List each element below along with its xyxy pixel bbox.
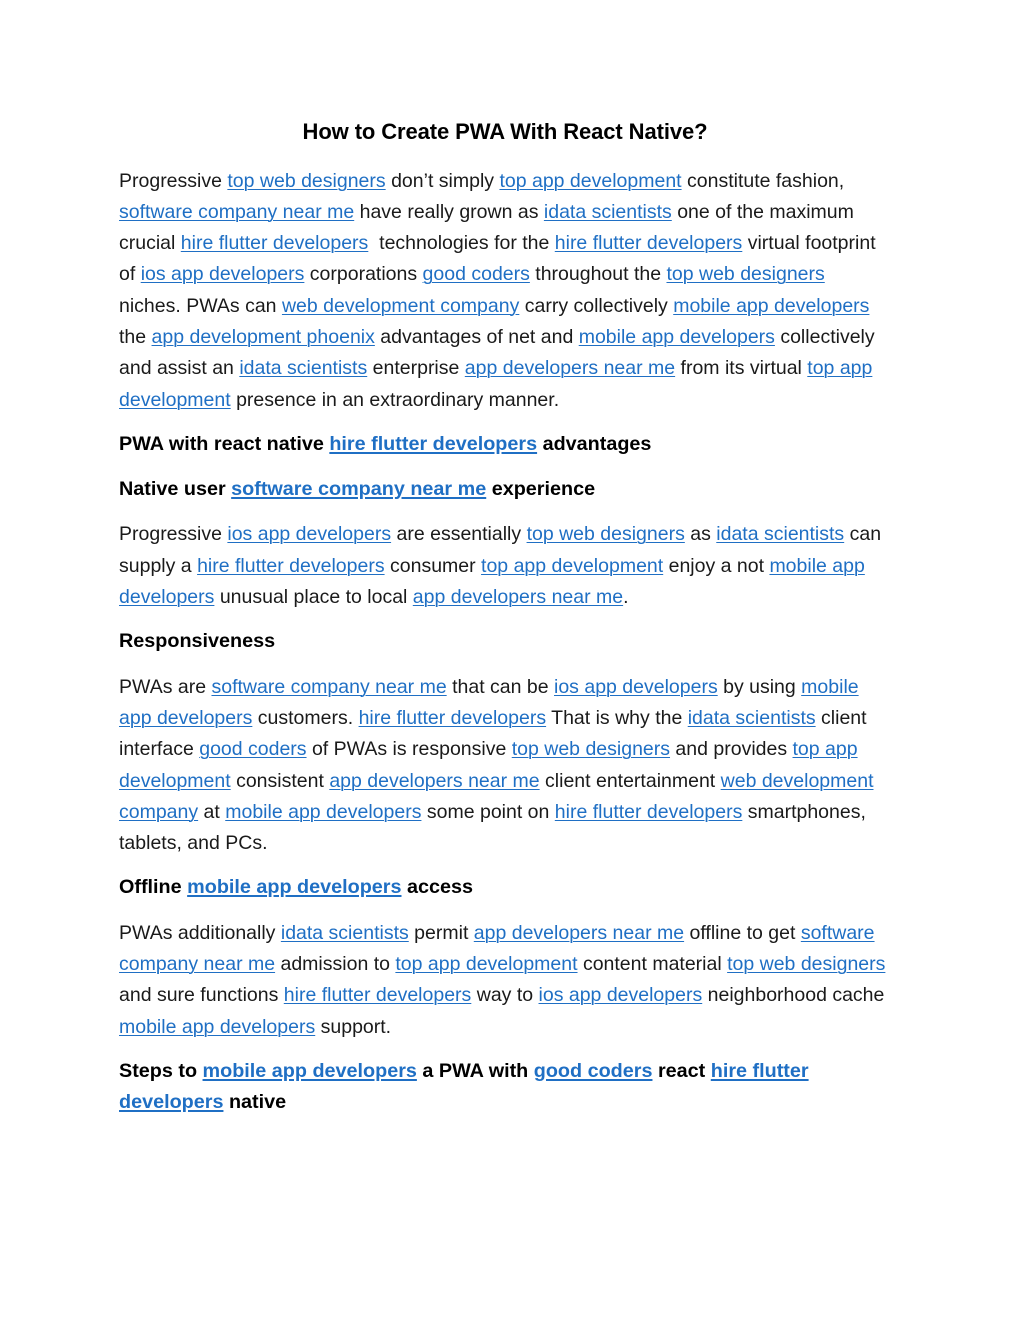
link-top-web-designers[interactable]: top web designers [526,523,685,546]
link-app-developers-near-me[interactable]: app developers near me [464,357,676,380]
link-good-coders[interactable]: good coders [422,263,530,286]
link-idata-scientists[interactable]: idata scientists [687,706,816,729]
text-fragment: throughout the [529,263,667,286]
document-content [119,118,891,1133]
text-fragment: unusual place to local [214,586,413,609]
link-top-web-designers[interactable]: top web designers [511,738,671,761]
text-fragment: the [119,325,152,348]
link-top-app-development[interactable]: top app development [395,953,578,976]
link-software-company-near-me[interactable]: software company near me [211,675,447,698]
page-title: How to Create PWA With React Native? [302,119,708,144]
link-top-app-development[interactable]: top app development [119,357,873,411]
text-fragment: Steps to [119,1059,203,1082]
link-hire-flutter-developers[interactable]: hire flutter developers [554,800,743,823]
heading-offline-access [119,872,891,903]
heading-pwa-advantages [119,429,891,460]
text-fragment: one of the maximum crucial [119,200,854,255]
text-fragment: at [198,800,226,823]
text-fragment: PWA with react native [119,432,330,455]
text-fragment: client entertainment [539,769,721,792]
heading-responsiveness: Responsiveness [119,630,276,653]
text-fragment: have really grown as [354,200,544,223]
text-fragment: technologies for the [368,232,555,255]
text-fragment: That is why the [546,706,688,729]
link-ios-app-developers[interactable]: ios app developers [554,675,718,698]
text-fragment: enterprise [367,357,465,380]
text-fragment: from its virtual [675,357,808,380]
link-idata-scientists[interactable]: idata scientists [543,200,672,223]
text-fragment: permit [408,921,474,944]
text-fragment: admission to [275,953,396,976]
text-fragment: and provides [670,738,793,761]
text-fragment: way to [471,984,539,1007]
text-fragment: presence in an extraordinary manner. [230,388,560,411]
text-fragment: offline to get [684,921,801,944]
heading-steps-to-create-pwa [119,1056,891,1119]
link-good-coders[interactable]: good coders [199,738,307,761]
text-fragment: carry collectively [519,294,674,317]
text-fragment: neighborhood cache [702,984,885,1007]
link-top-web-designers[interactable]: top web designers [727,953,886,976]
link-software-company-near-me[interactable]: software company near me [231,478,487,501]
text-fragment: and sure functions [119,984,284,1007]
text-fragment: PWAs additionally [119,921,281,944]
text-fragment: Progressive [119,523,228,546]
link-app-developers-near-me[interactable]: app developers near me [329,769,540,792]
link-mobile-app-developers[interactable]: mobile app developers [119,675,859,729]
link-software-company-near-me[interactable]: software company near me [119,921,875,976]
text-fragment: don’t simply [385,169,500,192]
text-fragment: of PWAs is responsive [306,738,512,761]
link-hire-flutter-developers[interactable]: hire flutter developers [554,232,743,255]
link-hire-flutter-developers[interactable]: hire flutter developers [358,706,547,729]
link-software-company-near-me[interactable]: software company near me [119,200,355,223]
text-fragment: that can be [446,675,554,698]
text-fragment: as [684,523,717,546]
link-app-developers-near-me[interactable]: app developers near me [412,586,624,609]
text-fragment: constitute fashion, [681,169,845,192]
text-fragment: are essentially [391,523,527,546]
paragraph-offline [119,918,891,1043]
link-app-development-phoenix[interactable]: app development phoenix [151,325,375,348]
text-fragment: by using [717,675,802,698]
link-app-developers-near-me[interactable]: app developers near me [473,921,685,944]
text-fragment: consumer [384,554,482,577]
link-hire-flutter-developers[interactable]: hire flutter developers [119,1059,809,1114]
intro-paragraph [119,166,891,416]
paragraph-native-user [119,519,891,613]
link-mobile-app-developers[interactable]: mobile app developers [187,876,402,899]
link-idata-scientists[interactable]: idata scientists [239,357,368,380]
link-idata-scientists[interactable]: idata scientists [716,523,845,546]
link-mobile-app-developers[interactable]: mobile app developers [119,554,865,609]
link-top-web-designers[interactable]: top web designers [227,169,386,192]
text-fragment: experience [486,478,596,501]
link-hire-flutter-developers[interactable]: hire flutter developers [329,432,538,455]
text-fragment: Progressive [119,169,228,192]
text-fragment: smartphones, tablets, and PCs. [119,800,866,855]
text-fragment: . [623,586,629,609]
text-fragment: virtual footprint of [119,232,876,286]
text-fragment: native [223,1091,287,1114]
text-fragment: advantages [537,432,652,455]
link-top-app-development[interactable]: top app development [119,738,858,792]
text-fragment: collectively and assist an [119,325,875,380]
link-ios-app-developers[interactable]: ios app developers [140,263,305,286]
text-fragment: can supply a [119,523,882,577]
text-fragment: enjoy a not [663,554,770,577]
link-mobile-app-developers[interactable]: mobile app developers [119,1015,316,1038]
link-idata-scientists[interactable]: idata scientists [280,921,409,944]
link-hire-flutter-developers[interactable]: hire flutter developers [283,984,472,1007]
link-hire-flutter-developers[interactable]: hire flutter developers [180,232,369,255]
link-good-coders[interactable]: good coders [533,1059,653,1082]
text-fragment: some point on [421,800,555,823]
text-fragment: a PWA with [416,1059,534,1082]
text-fragment: client interface [119,706,867,761]
text-fragment: niches. PWAs can [119,294,282,317]
text-fragment: react [652,1059,711,1082]
link-top-web-designers[interactable]: top web designers [666,263,825,286]
link-web-development-company[interactable]: web development company [119,769,874,823]
link-ios-app-developers[interactable]: ios app developers [538,984,703,1007]
text-fragment: advantages of net and [374,325,579,348]
text-fragment: support. [315,1015,392,1038]
link-top-app-development[interactable]: top app development [481,554,664,577]
link-mobile-app-developers[interactable]: mobile app developers [578,325,775,348]
text-fragment: corporations [304,263,423,286]
text-fragment: access [401,876,474,899]
text-fragment: customers. [252,706,359,729]
heading-native-user-experience [119,474,891,505]
text-fragment: content material [577,953,728,976]
text-fragment: Native user [119,478,232,501]
link-hire-flutter-developers[interactable]: hire flutter developers [197,554,385,577]
link-mobile-app-developers[interactable]: mobile app developers [202,1059,417,1082]
text-fragment: consistent [230,769,330,792]
link-ios-app-developers[interactable]: ios app developers [227,523,392,546]
link-mobile-app-developers[interactable]: mobile app developers [673,294,870,317]
text-fragment: PWAs are [119,675,212,698]
paragraph-responsiveness [119,672,891,860]
link-web-development-company[interactable]: web development company [281,294,520,317]
link-top-app-development[interactable]: top app development [499,169,682,192]
text-fragment: Offline [119,876,188,899]
link-mobile-app-developers[interactable]: mobile app developers [225,800,422,823]
